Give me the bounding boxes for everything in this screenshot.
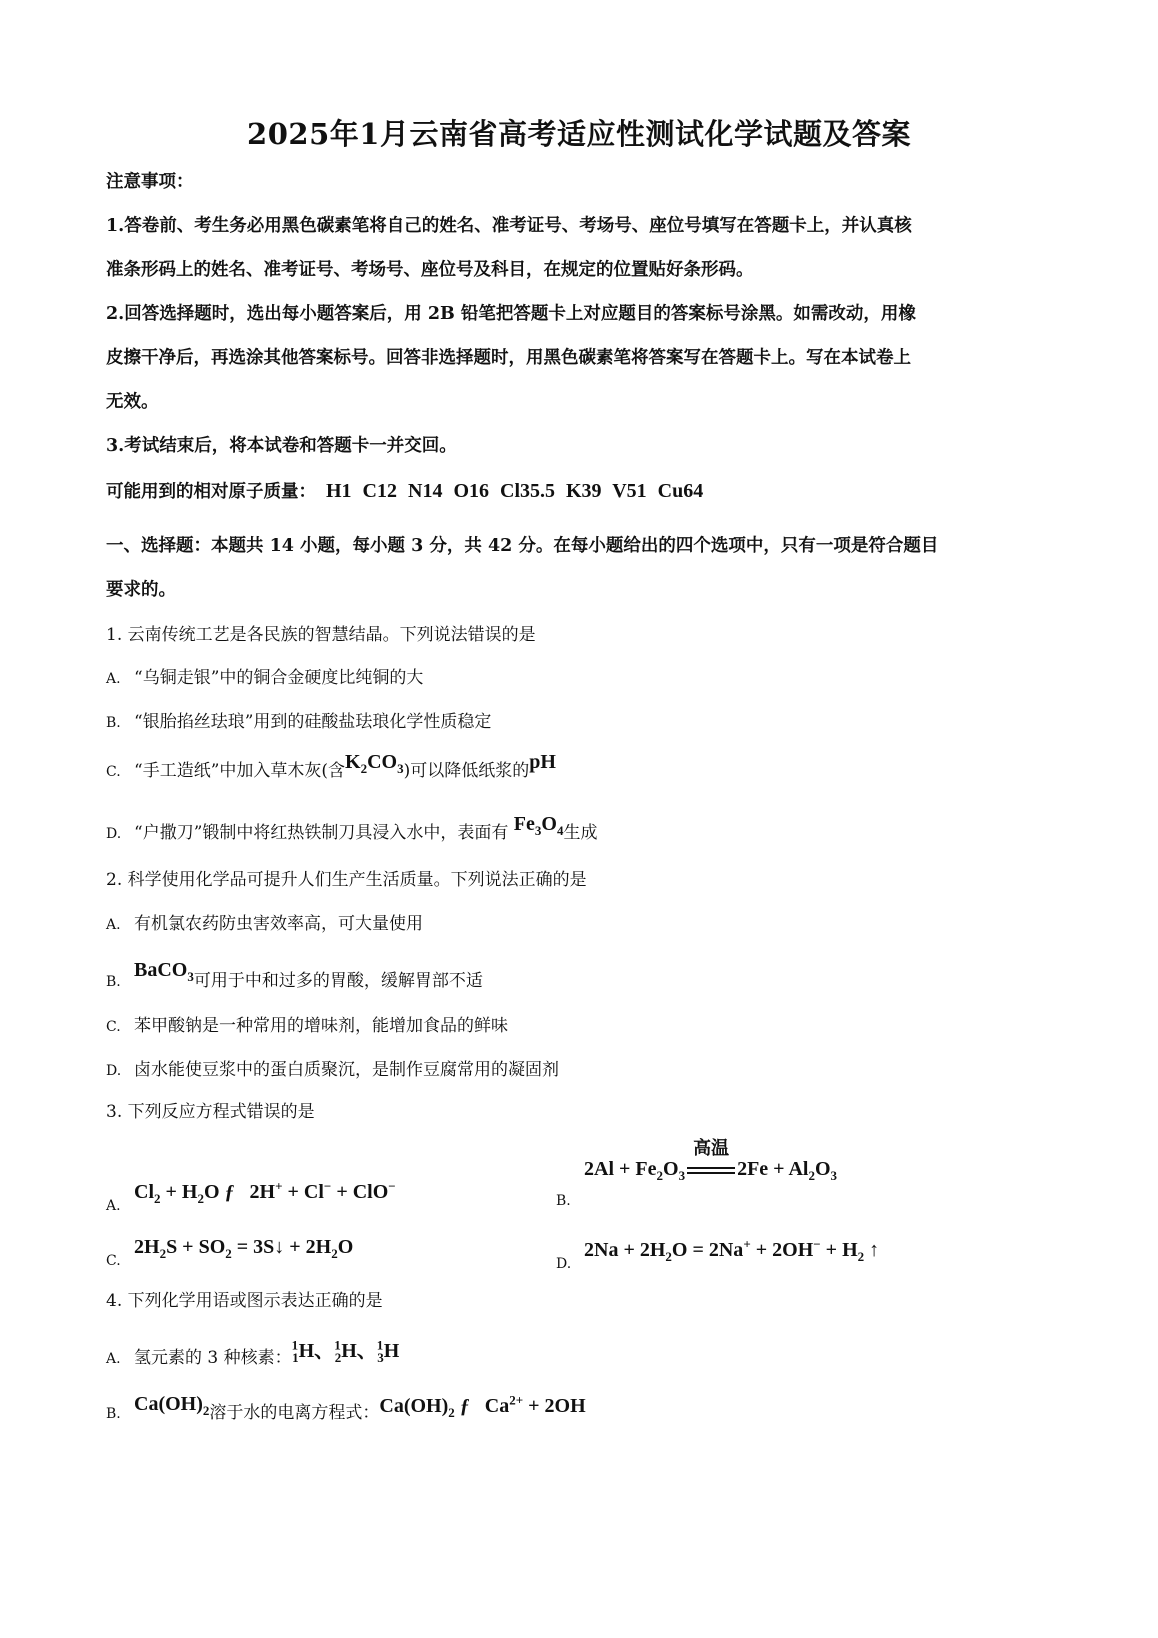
atomic-masses — [106, 478, 703, 503]
option-label: B. — [106, 715, 121, 731]
notice-heading: 注意事项： — [106, 172, 194, 192]
option-label: A. — [106, 671, 121, 687]
q4-option-a-text: 氢元素的 3 种核素： — [134, 1348, 292, 1368]
q1-option-c-pre: “手工造纸”中加入草木灰(含 — [134, 761, 346, 781]
q1-option-a-text: “乌铜走银”中的铜合金硬度比纯铜的大 — [134, 668, 424, 688]
q2-option-d — [106, 1055, 559, 1080]
formula-k2co3: $K_2CO_3$ — [345, 751, 404, 776]
formula-hydrogen-nuclides: $^1_1$H、$^1_2$H、$^1_3$H — [291, 1337, 400, 1365]
q3-stem: 3. 下列反应方程式错误的是 — [106, 1102, 315, 1122]
q2-option-a-text: 有机氯农药防虫害效率高，可大量使用 — [134, 914, 423, 934]
notice-item-2-line-1: 2.回答选择题时，选出每小题答案后，用 2B 铅笔把答题卡上对应题目的答案标号涂黑。如需改动，用橡 — [106, 304, 916, 324]
q1-option-b — [106, 707, 491, 732]
notice-item-2-line-2: 皮擦干净后，再选涂其他答案标号。回答非选择题时，用黑色碳素笔将答案写在答题卡上。写在本试卷上 — [106, 348, 911, 368]
option-label: C. — [106, 1253, 121, 1269]
q4-option-a — [106, 1337, 400, 1372]
option-label: C. — [106, 1019, 121, 1035]
q3-option-c — [106, 1236, 354, 1269]
equation-a: $Cl_2 + H_2O$ ƒ 2H+ + Cl− + ClO− — [134, 1178, 396, 1206]
q1-option-d — [106, 813, 598, 847]
atomic-masses-values: H1 C12 N14 O16 Cl35.5 K39 V51 Cu64 — [326, 480, 704, 502]
q1-option-d-pre: “户撒刀”锻制中将红热铁制刀具浸入水中，表面有 — [134, 823, 509, 843]
option-label: A. — [106, 917, 121, 933]
q2-option-b — [106, 959, 483, 995]
notice-item-1-line-1: 1.答卷前、考生务必用黑色碳素笔将自己的姓名、准考证号、考场号、座位号填写在答题卡上，并认真核 — [106, 216, 912, 236]
formula-fe3o4: $Fe_3O_4$ — [513, 813, 564, 838]
option-label: B. — [106, 1406, 121, 1422]
atomic-masses-label: 可能用到的相对原子质量： — [106, 482, 316, 502]
option-label: A. — [106, 1197, 121, 1214]
q2-option-a — [106, 909, 423, 934]
equation-c: $2H_2S + SO_2$ = 3S↓ + $2H_2O$ — [134, 1236, 354, 1261]
section-1-line-1: 一、选择题：本题共 14 小题，每小题 3 分，共 42 分。在每小题给出的四个选项中，只有一项是符合题目 — [106, 536, 939, 556]
option-label: B. — [106, 974, 121, 990]
option-label: B. — [556, 1193, 571, 1209]
q1-option-c — [106, 751, 556, 785]
page-title: 2025年1月云南省高考适应性测试化学试题及答案 — [247, 117, 911, 151]
equation-ionization: $Ca(OH)_2$ ƒ $Ca^{2+} + 2OH$ — [379, 1392, 586, 1420]
formula-baco3: BaCO$_3$ — [134, 959, 194, 984]
formula-caoh2: $Ca(OH)_2$ — [134, 1393, 210, 1418]
notice-item-3: 3.考试结束后，将本试卷和答题卡一并交回。 — [106, 436, 457, 456]
q1-option-a — [106, 663, 423, 688]
q3-option-b — [556, 1138, 838, 1209]
q2-option-d-text: 卤水能使豆浆中的蛋白质聚沉，是制作豆腐常用的凝固剂 — [134, 1060, 559, 1080]
q1-option-b-text: “银胎掐丝珐琅”用到的硅酸盐珐琅化学性质稳定 — [134, 712, 492, 732]
q2-option-c-text: 苯甲酸钠是一种常用的增味剂，能增加食品的鲜味 — [134, 1016, 508, 1036]
condition-label: 高温 — [693, 1138, 730, 1159]
notice-item-2-line-3: 无效。 — [106, 392, 159, 412]
equation-b: $2Al + Fe_2O_3$ 高温 $2Fe + Al_2O_3$ — [584, 1158, 837, 1180]
option-label: A. — [106, 1351, 121, 1367]
option-label: D. — [106, 1063, 122, 1079]
q4-stem: 4. 下列化学用语或图示表达正确的是 — [106, 1291, 383, 1311]
high-temp-condition — [685, 1138, 737, 1181]
formula-ph: pH — [529, 751, 556, 773]
q4-option-b — [106, 1392, 586, 1427]
q3-option-d — [556, 1236, 880, 1272]
option-label: D. — [106, 826, 122, 842]
q4-option-b-text: 溶于水的电离方程式： — [209, 1403, 380, 1423]
notice-item-1-line-2: 准条形码上的姓名、准考证号、考场号、座位号及科目，在规定的位置贴好条形码。 — [106, 260, 754, 280]
q2-stem: 2. 科学使用化学品可提升人们生产生活质量。下列说法正确的是 — [106, 870, 587, 890]
q1-option-c-mid: )可以降低纸浆的 — [403, 761, 530, 781]
equation-d: $2Na + 2H_2O = 2Na^+ + 2OH^- + H_2$ ↑ — [584, 1236, 880, 1264]
q2-option-c — [106, 1011, 508, 1036]
q1-option-d-post: 生成 — [563, 823, 598, 843]
q1-stem: 1. 云南传统工艺是各民族的智慧结晶。下列说法错误的是 — [106, 625, 536, 645]
q3-option-a — [106, 1178, 396, 1214]
q2-option-b-text: 可用于中和过多的胃酸，缓解胃部不适 — [193, 971, 483, 991]
option-label: D. — [556, 1255, 572, 1272]
section-1-line-2: 要求的。 — [106, 580, 176, 600]
option-label: C. — [106, 764, 121, 780]
